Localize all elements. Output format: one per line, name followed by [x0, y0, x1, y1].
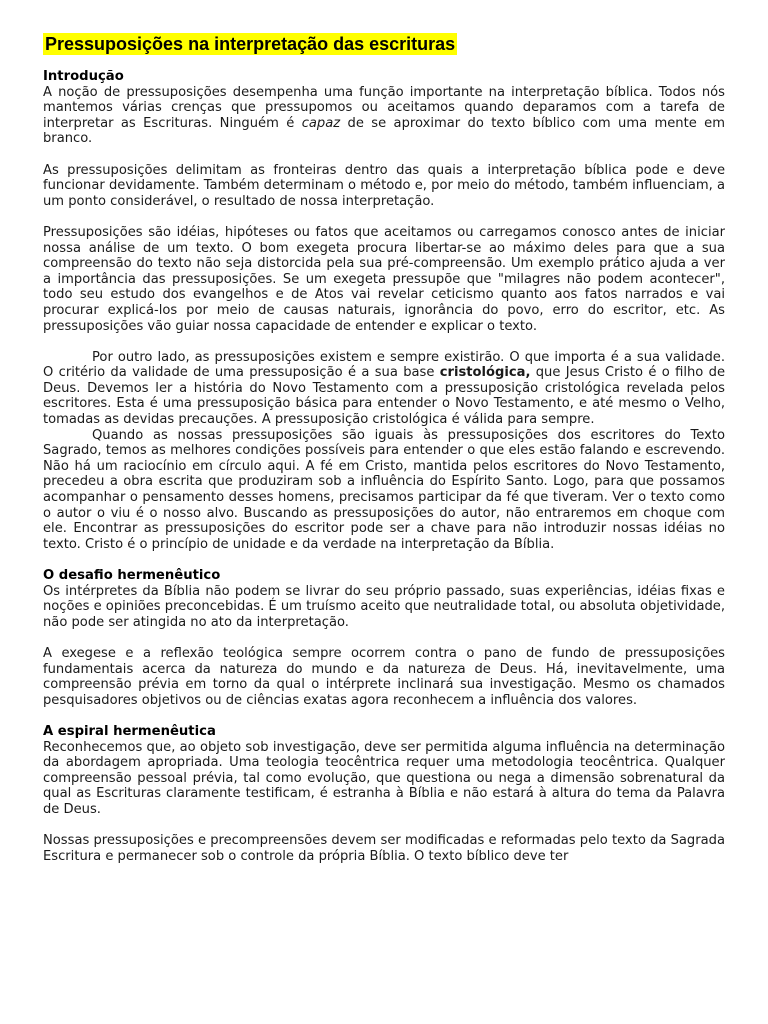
section-heading-espiral: A espiral hermenêutica [43, 723, 216, 739]
espiral-paragraph-1: Reconhecemos que, ao objeto sob investigação, deve ser permitida alguma influência na determinação da abordagem apropriada. Uma teologia teocêntrica requer uma metodologia teocêntrica. Qualquer compreensão pessoal prévia, tal como evolução, que questiona ou nega a dimensão sobrenatural da qual as Escrituras claramente testificam, é estranha à Bíblia e não estará à altura do tema da Palavra de Deus. [43, 739, 725, 817]
section-heading-desafio: O desafio hermenêutico [43, 568, 221, 583]
desafio-paragraph-2: A exegese e a reflexão teológica sempre ocorrem contra o pano de fundo de pressuposições fundamentais acerca da natureza do mundo e da natureza de Deus. Há, inevitavelmente, uma compreensão prévia em torno da qual o intérprete inclinará sua investigação. Mesmo os chamados pesquisadores objetivos ou de ciências exatas agora reconhecem a influência dos valores. [43, 645, 725, 708]
intro-paragraph-4 [43, 350, 725, 428]
document-title: Pressuposições na interpretação das escrituras [45, 34, 456, 54]
intro-paragraph-4-text-a: Por outro lado, as pressuposições existem e sempre existirão. O que importa é a sua validade. O critério da validade de uma pressuposição é a sua base [43, 349, 725, 381]
intro-paragraph-5: Quando as nossas pressuposições são iguais às pressuposições dos escritores do Texto Sagrado, temos as melhores condições possíveis para entender o que eles estão falando e escrevendo. Não há um raciocínio em círculo aqui. A fé em Cristo, mantida pelos escritores do Novo Testamento, precedeu a obra escrita que produziram sob a influência do Espírito Santo. Logo, para que possamos acompanhar o pensamento desses homens, precisamos participar da fé que tiveram. Ver o texto como o autor o viu é o nosso alvo. Buscando as pressuposições do autor, não entraremos em choque com ele. Encontrar as pressuposições do escritor pode ser a chave para não introduzir nossas idéias no texto. Cristo é o princípio de unidade e da verdade na interpretação da Bíblia. [43, 427, 725, 552]
document-page [43, 33, 725, 880]
intro-paragraph-4-strong: cristológica, [439, 365, 531, 381]
intro-paragraph-4-text-b: que Jesus Cristo é o filho de Deus. Devemos ler a história do Novo Testamento com a pressuposição cristológica revelada pelos escritores. Esta é uma pressuposição básica para entender o Novo Testamento, e até mesmo o Velho, tomadas as devidas precauções. A pressuposição cristológica é válida para sempre. [43, 365, 726, 428]
desafio-paragraph-1: Os intérpretes da Bíblia não podem se livrar do seu próprio passado, suas experiências, idéias fixas e noções e opiniões preconcebidas. É um truísmo aceito que neutralidade total, ou absoluta objetividade, não pode ser atingida no ato da interpretação. [43, 583, 725, 630]
section-heading-introducao: Introdução [43, 69, 124, 84]
intro-paragraph-2: As pressuposições delimitam as fronteiras dentro das quais a interpretação bíblica pode e deve funcionar devidamente. Também determinam o método e, por meio do método, também influenciam, a um ponto considerável, o resultado de nossa interpretação. [43, 162, 725, 209]
intro-paragraph-1 [43, 85, 725, 147]
espiral-paragraph-2: Nossas pressuposições e precompreensões devem ser modificadas e reformadas pelo texto da Sagrada Escritura e permanecer sob o controle da própria Bíblia. O texto bíblico deve ter [43, 833, 725, 864]
intro-paragraph-1-emphasis: capaz [301, 115, 341, 131]
intro-paragraph-1-text-b: de se aproximar do texto bíblico com uma mente em branco. [43, 115, 725, 147]
intro-paragraph-3: Pressuposições são idéias, hipóteses ou fatos que aceitamos ou carregamos conosco antes de iniciar nossa análise de um texto. O bom exegeta procura libertar-se ao máximo deles para que a sua compreensão do texto não seja distorcida pela sua pré-compreensão. Um exemplo prático ajuda a ver a importância das pressuposições. Se um exegeta pressupõe que "milagres não podem acontecer", todo seu estudo dos evangelhos e de Atos vai revelar ceticismo quanto aos fatos narrados e vai procurar explicá-los por meio de causas naturais, ignorância do povo, erro do escritor, etc. As pressuposições vão guiar nossa capacidade de entender e explicar o texto. [43, 224, 725, 334]
intro-paragraph-1-text-a: A noção de pressuposições desempenha uma função importante na interpretação bíblica. Todos nós mantemos várias crenças que pressupomos ou aceitamos quando deparamos com a tarefa de interpretar as Escrituras. Ninguém é [43, 84, 725, 131]
